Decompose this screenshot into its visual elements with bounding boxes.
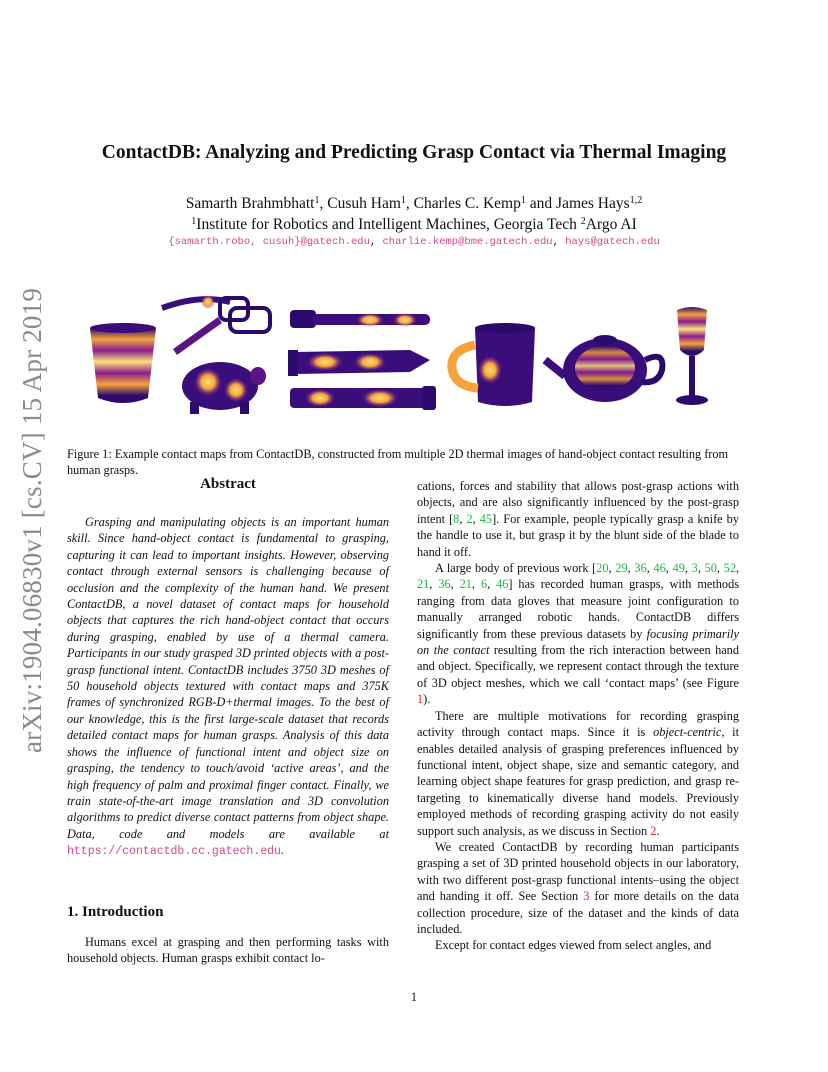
email-link[interactable]: charlie.kemp@bme.gatech.edu bbox=[382, 236, 553, 248]
affiliations bbox=[0, 214, 828, 235]
data-url-link[interactable]: https://contactdb.cc.gatech.edu bbox=[67, 845, 281, 859]
author-affil-sup: 1 bbox=[314, 194, 320, 206]
author-separator: , bbox=[405, 195, 414, 212]
contact-maps-figure bbox=[80, 290, 740, 425]
abstract-text bbox=[67, 514, 389, 861]
citation-link[interactable]: 3 bbox=[691, 561, 698, 576]
text: ). bbox=[423, 692, 431, 707]
intro-paragraph: Humans excel at grasping and then performing tasks with household objects. Human grasps exhibit contact lo- bbox=[67, 935, 389, 966]
citation-link[interactable]: 36 bbox=[634, 561, 647, 576]
arxiv-sidebar bbox=[8, 270, 58, 770]
paragraph: A large body of previous work [20, 29, 36, 46, 49, 3, 50, 52, 21, 36, 21, 6, 46] has recorded human grasps, with methods ranging from data gloves that measure joint configuration to manually arranged robotic hands. ContactDB differs significantly from these previous datasets by focusing primarily on the contact resulting from the rich interaction between hand and object. Specifically, we represent contact through the texture of 3D object meshes, which we call ‘contact maps’ (see Figure 1). bbox=[417, 561, 740, 707]
emphasis: object-centric bbox=[653, 725, 722, 740]
citation-link[interactable]: 21 bbox=[417, 577, 430, 592]
left-column bbox=[67, 476, 389, 966]
email-link[interactable]: hays@gatech.edu bbox=[565, 236, 660, 248]
eyeglasses-contact-map bbox=[162, 295, 270, 352]
text: resulting from the rich interaction between hand and object. Specifically, we represent contact through the texture of 3D object meshes, which we call ‘contact maps’ (see Figure bbox=[417, 643, 739, 690]
author-name: James Hays bbox=[556, 195, 630, 212]
author-name: Cusuh Ham bbox=[327, 195, 401, 212]
citation-link[interactable]: 21 bbox=[459, 577, 472, 592]
citation-link[interactable]: 46 bbox=[496, 577, 509, 592]
author-name: Charles C. Kemp bbox=[413, 195, 521, 212]
figure-ref-link[interactable]: 1 bbox=[417, 692, 424, 707]
citation-link[interactable]: 2 bbox=[466, 511, 473, 526]
citation-link[interactable]: 46 bbox=[653, 561, 666, 576]
affil-sup: 2 bbox=[580, 215, 586, 227]
teapot-contact-map bbox=[545, 335, 662, 402]
citation-link[interactable]: 8 bbox=[453, 511, 460, 526]
text: A large body of previous work [ bbox=[435, 561, 597, 576]
hammer-contact-map bbox=[290, 310, 430, 328]
citation-link[interactable]: 20 bbox=[596, 561, 609, 576]
arxiv-id: arXiv:1904.06830v1 [cs.CV] 15 Apr 2019 bbox=[17, 287, 48, 753]
introduction-body bbox=[67, 934, 389, 967]
emphasis: focusing primarily on the contact bbox=[417, 626, 739, 658]
author-list bbox=[0, 193, 828, 214]
author-affil-sup: 1 bbox=[400, 194, 406, 206]
wine-glass-contact-map bbox=[676, 307, 708, 405]
text: We created ContactDB by recording human participants grasping a set of 3D printed household objects in our laboratory, with two different post-grasp functional intents–using the object and handing it off. See Section bbox=[417, 839, 739, 904]
text: . bbox=[656, 823, 660, 838]
right-column bbox=[417, 478, 739, 954]
abstract-body: Grasping and manipulating objects is an important human skill. Since hand-object contact is fundamental to grasping, capturing it can lead to important insights. However, observing contact through external sensors is challenging because of occlusion and the complexity of the human hand. We present ContactDB, a novel dataset of contact maps for household objects that captures the rich hand-object contact that occurs during grasping, enabled by use of a thermal camera. Participants in our study grasped 3D printed objects with a post-grasp functional intent. ContactDB includes 3750 3D meshes of 50 household objects textured with contact maps and 375K frames of synchronized RGB-D+thermal images. To the best of our knowledge, this is the first large-scale dataset that records detailed contact maps for human grasps. Analysis of this data shows the influence of functional intent and object size on grasping, the tendency to touch/avoid ‘active areas’, and the high frequency of palm and proximal finger contact. Finally, we train state-of-the-art image translation and 3D convolution algorithms to predict diverse contact patterns from object shape. Data, code and models are available at bbox=[67, 515, 389, 841]
paper-title: ContactDB: Analyzing and Predicting Grasp Contact via Thermal Imaging bbox=[101, 142, 727, 163]
section-ref-link[interactable]: 2 bbox=[650, 823, 657, 838]
author-separator: , bbox=[319, 195, 328, 212]
text: There are multiple motivations for recording grasping activity through contact maps. Since it is bbox=[417, 708, 739, 740]
toothpaste-contact-map bbox=[288, 350, 430, 376]
figure-caption: Figure 1: Example contact maps from ContactDB, constructed from multiple 2D thermal images of hand-object contact resulting from human grasps. bbox=[67, 447, 729, 477]
cup-contact-map bbox=[90, 323, 156, 403]
affiliation-2: Argo AI bbox=[585, 216, 637, 233]
flashlight-contact-map bbox=[290, 386, 436, 410]
section-heading-introduction: 1. Introduction bbox=[67, 904, 164, 920]
text: , it enables detailed analysis of grasping preferences influenced by functional intent, object shape, size and semantic category, and learning object shape features for grasp prediction, and grasp re-targeting to kinematically diverse hand models. Previously employed methods of recording grasping activity do not easily support such analysis, as we discuss in Section bbox=[417, 725, 740, 838]
authors-block bbox=[0, 193, 828, 235]
citation-link[interactable]: 45 bbox=[479, 511, 493, 526]
author-separator: and bbox=[525, 195, 557, 212]
citation-link[interactable]: 52 bbox=[723, 561, 736, 576]
paragraph bbox=[417, 708, 739, 839]
citation-link[interactable]: 29 bbox=[615, 561, 628, 576]
citation-link[interactable]: 36 bbox=[438, 577, 451, 592]
paragraph bbox=[417, 839, 739, 937]
abstract-end: . bbox=[280, 843, 285, 858]
section-ref-link[interactable]: 3 bbox=[583, 889, 590, 904]
mug-contact-map bbox=[452, 323, 535, 406]
text: ] has recorded human grasps, with methods ranging from data gloves that measure joint configuration to manually arranged robotic hands. ContactDB differs significantly from these previous datasets by bbox=[417, 577, 739, 641]
author-affil-sup: 1,2 bbox=[629, 194, 643, 206]
citation-link[interactable]: 50 bbox=[704, 561, 717, 576]
email-separator: , bbox=[552, 236, 566, 248]
email-list bbox=[0, 236, 828, 248]
author-affil-sup: 1 bbox=[520, 194, 526, 206]
text: cations, forces and stability that allows post-grasp actions with objects, and are also significantly influenced by the post-grasp intent [ bbox=[417, 479, 739, 526]
affil-sup: 1 bbox=[191, 215, 197, 227]
affiliation-1: Institute for Robotics and Intelligent Machines, Georgia Tech bbox=[196, 216, 581, 233]
piggy-bank-contact-map bbox=[182, 362, 266, 414]
paragraph: Except for contact edges viewed from select angles, and bbox=[435, 938, 712, 953]
text: ]. For example, people typically grasp a knife by the handle to use it, but grasp it by the blunt side of the blade to hand it off. bbox=[417, 511, 739, 559]
paragraph: cations, forces and stability that allows post-grasp actions with objects, and are also significantly influenced by the post-grasp intent [8, 2, 45]. For example, people typically grasp a knife by the handle to use it, but grasp it by the blunt side of the blade to hand it off. bbox=[417, 479, 739, 559]
text: for more details on the data collection procedure, size of the dataset and the kinds of data included. bbox=[417, 889, 739, 936]
email-link[interactable]: {samarth.robo, cusuh}@gatech.edu bbox=[168, 236, 370, 248]
abstract-heading: Abstract bbox=[200, 476, 256, 492]
email-separator: , bbox=[369, 236, 383, 248]
page-number: 1 bbox=[410, 990, 418, 1004]
author-name: Samarth Brahmbhatt bbox=[185, 195, 315, 212]
citation-link[interactable]: 6 bbox=[480, 577, 488, 592]
citation-link[interactable]: 49 bbox=[672, 561, 685, 576]
